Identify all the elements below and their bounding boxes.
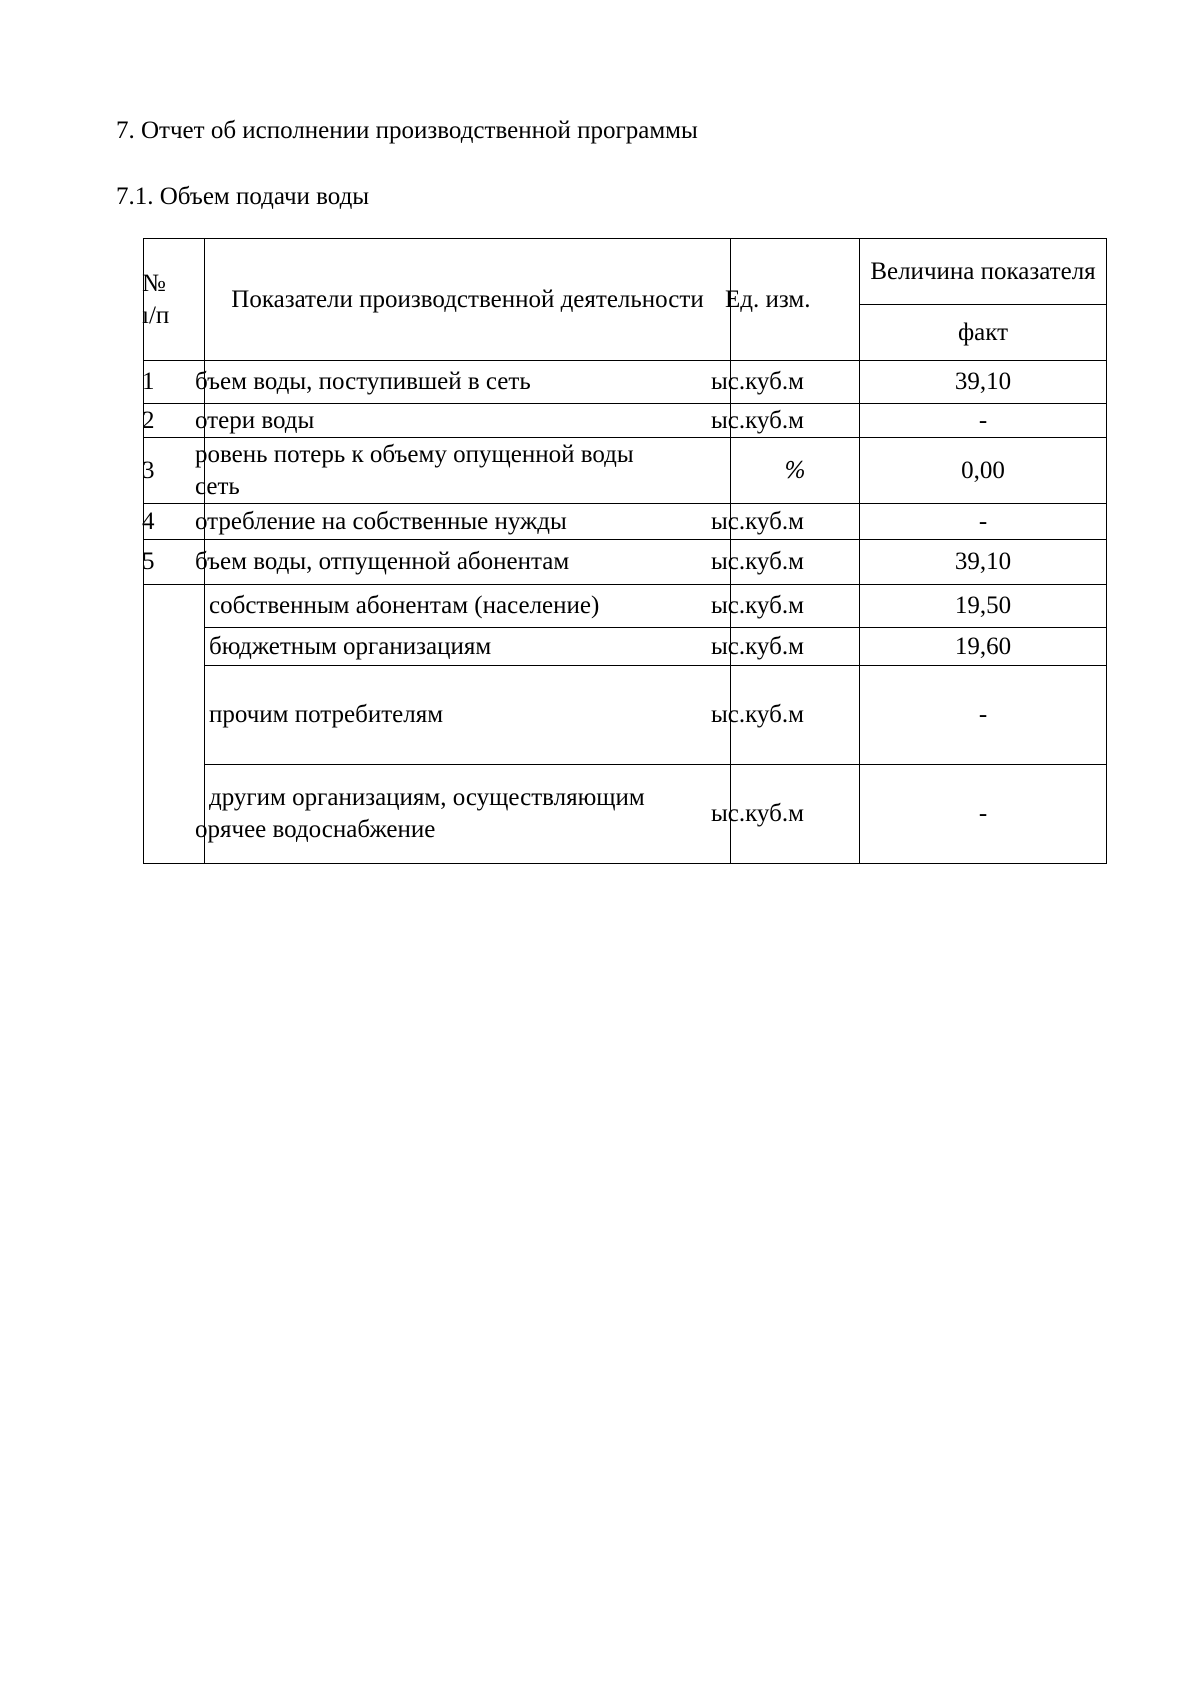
water-supply-table [143,238,1107,864]
subrow-name: бюджетным организациям [209,632,492,660]
row-unit: ыс.куб.м [711,548,804,575]
subrow-name-line2: орячее водоснабжение [195,816,436,843]
row-fact: 0,00 [860,438,1107,504]
table-row [144,540,1107,585]
row-name-line1: ровень потерь к объему опущенной воды [195,440,634,468]
subrow-name: прочим потребителям [209,701,444,728]
table-row [144,504,1107,540]
row-name: бъем воды, отпущенной абонентам [195,548,570,575]
header-value-group: Величина показателя [860,239,1107,305]
row-unit: ыс.куб.м [711,368,804,395]
row-name: отери воды [195,406,315,434]
table-row [144,404,1107,438]
section-heading: 7. Отчет об исполнении производственной программы [116,117,698,144]
row-name-line2: сеть [195,472,240,500]
row-fact: - [860,504,1107,540]
row-unit: % [784,457,806,484]
table-subrow [144,628,1107,666]
row-unit: ыс.куб.м [711,507,804,535]
subrow-name [195,782,730,846]
row-num: 2 [142,406,155,434]
header-unit: Ед. изм. [725,285,811,313]
table-subrow [144,666,1107,765]
table-subrow [144,765,1107,864]
subrow-fact: - [860,666,1107,765]
subrow-unit: ыс.куб.м [711,800,804,827]
table-row [144,361,1107,404]
subrow-fact: 19,60 [860,628,1107,666]
row-fact: 39,10 [860,361,1107,404]
row-name: отребление на собственные нужды [195,507,567,535]
subrow-unit: ыс.куб.м [711,592,804,619]
subrow-name-line1: другим организациям, осуществляющим [209,784,645,811]
row-num: 5 [142,548,155,575]
subrow-unit: ыс.куб.м [711,632,804,660]
header-num-cell [144,239,205,361]
header-num-symbol: № [142,269,166,297]
row-name: бъем воды, поступившей в сеть [195,368,531,395]
table-subrow [144,585,1107,628]
header-num-label: ı/п [142,301,170,329]
row-num: 4 [142,507,155,535]
header-indicator: Показатели производственной деятельности [205,239,731,361]
subsection-heading: 7.1. Объем подачи воды [116,183,370,210]
table-row [144,438,1107,504]
subrow-name: собственным абонентам (население) [209,592,600,619]
row-name [195,439,730,503]
row-fact: 39,10 [860,540,1107,585]
subrow-unit: ыс.куб.м [711,701,804,728]
row-num: 1 [142,368,155,395]
row-fact: - [860,404,1107,438]
header-unit-cell [725,239,860,361]
header-fact: факт [860,305,1107,361]
row-unit: ыс.куб.м [711,406,804,434]
subrow-fact: - [860,765,1107,864]
subrow-fact: 19,50 [860,585,1107,628]
row-num: 3 [142,456,155,484]
